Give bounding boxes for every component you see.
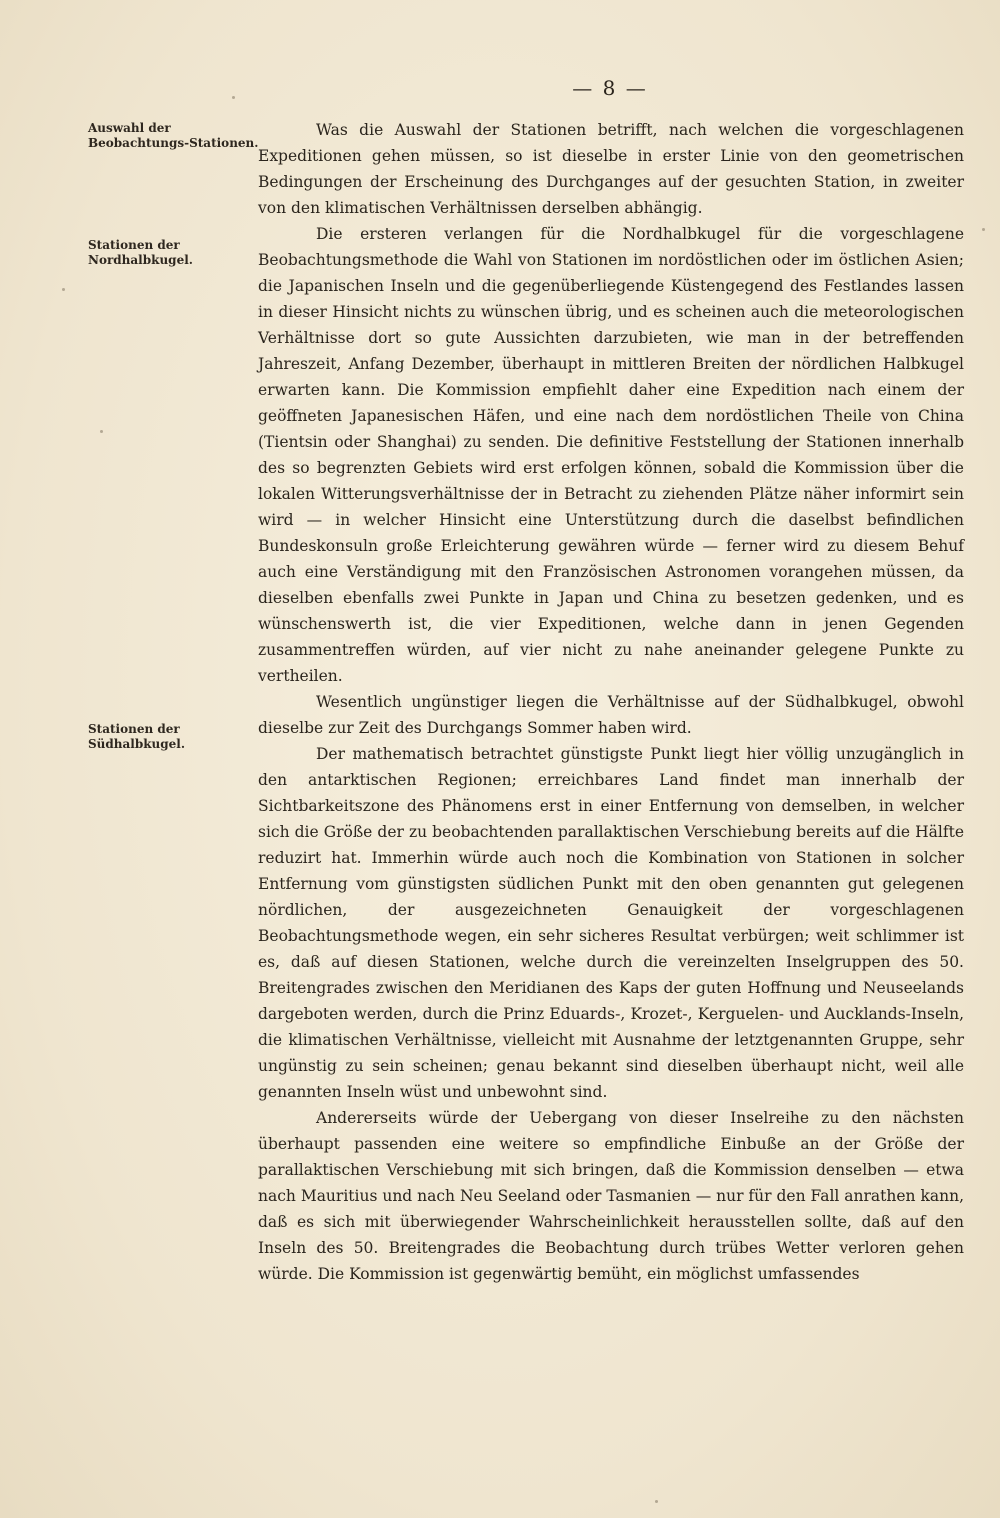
paragraph-southern-hemisphere: Wesentlich ungünstiger liegen die Verhältnisse auf der Südhalbkugel, obwohl dieselbe zur Zeit des Durchgangs Sommer haben wird. (258, 693, 964, 737)
paper-speck (982, 228, 985, 231)
paper-speck (655, 1500, 658, 1503)
margin-note-station-selection: Auswahl der Beobachtungs-Stationen. (88, 121, 259, 150)
paper-speck (232, 96, 235, 99)
paragraph-station-selection: Was die Auswahl der Stationen betrifft, nach welchen die vorgeschlagenen Expeditionen gehen müssen, so ist dieselbe in erster Linie von den geometrischen Bedingungen der Erscheinung des Durchganges auf der gesuchten Station, in zweiter von den klimatischen Verhältnissen derselben abhängig. (258, 121, 964, 217)
paper-speck (100, 430, 103, 433)
margin-note-southern-stations: Stationen der Südhalbkugel. (88, 722, 186, 751)
page-number: — 8 — (572, 76, 648, 100)
paragraph-alternative-stations: Andererseits würde der Uebergang von dieser Inselreihe zu den nächsten überhaupt passenden eine weitere so empfindliche Einbuße an der Größe der parallaktischen Verschiebung mit sich bringen, daß die Kommission denselben — etwa nach Mauritius und nach Neu Seeland oder Tasmanien — nur für den Fall anrathen kann, daß es sich mit überwiegender Wahrscheinlichkeit herausstellen sollte, daß auf den Inseln des 50. Breitengrades die Beobachtung durch trübes Wetter verloren gehen würde. Die Kommission ist gegenwärtig bemüht, ein möglichst umfassendes (258, 1109, 964, 1283)
body-text (258, 117, 964, 1287)
paper-speck (62, 288, 65, 291)
paragraph-favorable-point: Der mathematisch betrachtet günstigste Punkt liegt hier völlig unzugänglich in den antarktischen Regionen; erreichbares Land findet man innerhalb der Sichtbarkeitszone des Phänomens erst in einer Entfernung von demselben, in welcher sich die Größe der zu beobachtenden parallaktischen Verschiebung bereits auf die Hälfte reduzirt hat. Immerhin würde auch noch die Kombination von Stationen in solcher Entfernung vom günstigsten südlichen Punkt mit den oben genannten gut gelegenen nördlichen, der ausgezeichneten Genauigkeit der vorgeschlagenen Beobachtungsmethode wegen, ein sehr sicheres Resultat verbürgen; weit schlimmer ist es, daß auf diesen Stationen, welche durch die vereinzelten Inselgruppen des 50. Breitengrades zwischen den Meridianen des Kaps der guten Hoffnung und Neuseelands dargeboten werden, durch die Prinz Eduards-, Krozet-, Kerguelen- und Aucklands-Inseln, die klimatischen Verhältnisse, vielleicht mit Ausnahme der letztgenannten Gruppe, sehr ungünstig zu sein scheinen; genau bekannt sind dieselben überhaupt nicht, weil alle genannten Inseln wüst und unbewohnt sind. (258, 745, 964, 1101)
margin-note-northern-stations: Stationen der Nordhalbkugel. (88, 238, 193, 267)
paragraph-northern-hemisphere: Die ersteren verlangen für die Nordhalbkugel für die vorgeschlagene Beobachtungsmethode die Wahl von Stationen im nordöstlichen oder im östlichen Asien; die Japanischen Inseln und die gegenüberliegende Küstengegend des Festlandes lassen in dieser Hinsicht nichts zu wünschen übrig, und es scheinen auch die meteorologischen Verhältnisse dort so gute Aussichten darzubieten, wie man in der betreffenden Jahreszeit, Anfang Dezember, überhaupt in mittleren Breiten der nördlichen Halbkugel erwarten kann. Die Kommission empfiehlt daher eine Expedition nach einem der geöffneten Japanesischen Häfen, und eine nach dem nordöstlichen Theile von China (Tientsin oder Shanghai) zu senden. Die definitive Feststellung der Stationen innerhalb des so begrenzten Gebiets wird erst erfolgen können, sobald die Kommission über die lokalen Witterungsverhältnisse der in Betracht zu ziehenden Plätze näher informirt sein wird — in welcher Hinsicht eine Unterstützung durch die daselbst befindlichen Bundeskonsuln große Erleichterung gewähren würde — ferner wird zu diesem Behuf auch eine Verständigung mit den Französischen Astronomen vorangehen müssen, da dieselben ebenfalls zwei Punkte in Japan und China zu besetzen gedenken, und es wünschenswerth ist, die vier Expeditionen, welche dann in jenen Gegenden zusammentreffen würden, auf vier nicht zu nahe aneinander gelegene Punkte zu vertheilen. (258, 225, 964, 685)
